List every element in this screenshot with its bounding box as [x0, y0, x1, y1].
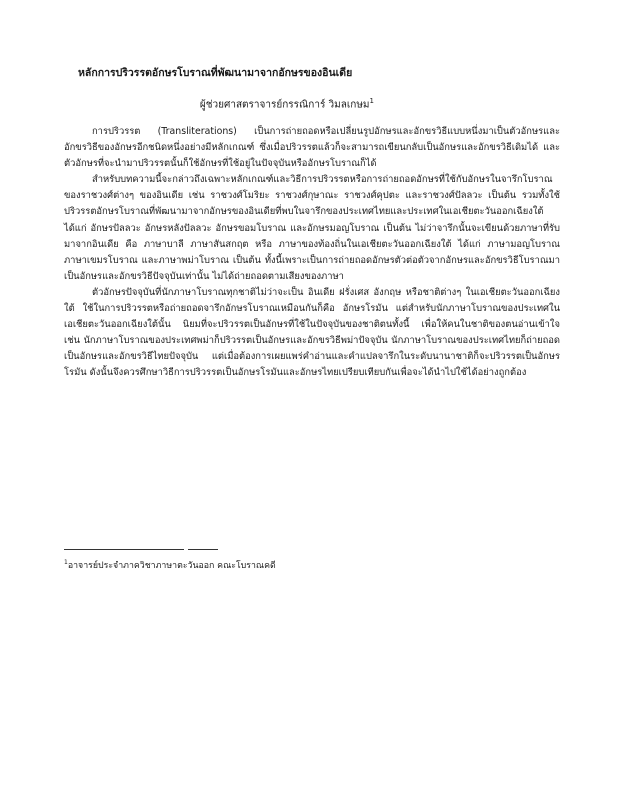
document-title: หลักการปริวรรตอักษรโบราณที่พัฒนามาจากอักษรของอินเดีย	[78, 67, 353, 79]
author-line	[200, 97, 374, 112]
footnote-rule-short	[188, 549, 218, 550]
paragraph-2: สำหรับบทความนี้จะกล่าวถึงเฉพาะหลักเกณฑ์และวิธีการปริวรรตหรือการถ่ายถอดอักษรที่ใช้กับอักษรในจารึกโบราณของราชวงศ์ต่างๆ ของอินเดีย เช่น ราชวงศ์โมริยะ ราชวงศ์กุษาณะ ราชวงศ์คุปตะ และราชวงศ์ปัลลวะ เป็นต้น รวมทั้งใช้ปริวรรตอักษรโบราณที่พัฒนามาจากอักษรของอินเดียที่พบในจารึกของประเทศไทยและประเทศในเอเชียตะวันออกเฉียงใต้ ได้แก่ อักษรปัลลวะ อักษรหลังปัลลวะ อักษรขอมโบราณ และอักษรมอญโบราณ เป็นต้น ไม่ว่าจารึกนั้นจะเขียนด้วยภาษาที่รับมาจากอินเดีย คือ ภาษาบาลี ภาษาสันสกฤต หรือ ภาษาของท้องถิ่นในเอเชียตะวันออกเฉียงใต้ ได้แก่ ภาษามอญโบราณ ภาษาเขมรโบราณ และภาษาพม่าโบราณ เป็นต้น ทั้งนี้เพราะเป็นการถ่ายถอดอักษรตัวต่อตัวจากอักษรและอักขรวิธีโบราณมาเป็นอักษรและอักขรวิธีปัจจุบันเท่านั้น ไม่ได้ถ่ายถอดตามเสียงของภาษา	[64, 174, 560, 282]
paragraph-3: ตัวอักษรปัจจุบันที่นักภาษาโบราณทุกชาติไม่ว่าจะเป็น อินเดีย ฝรั่งเศส อังกฤษ หรือชาติต่างๆ ในเอเชียตะวันออกเฉียงใต้ ใช้ในการปริวรรตหรือถ่ายถอดจารึกอักษรโบราณเหมือนกันก็คือ อักษรโรมัน แต่สำหรับนักภาษาโบราณของประเทศในเอเชียตะวันออกเฉียงใต้นั้น นิยมที่จะปริวรรตเป็นอักษรที่ใช้ในปัจจุบันของชาติตนทั้งนี้ เพื่อให้คนในชาติของตนอ่านเข้าใจ เช่น นักภาษาโบราณของประเทศพม่าก็ปริวรรตเป็นอักษรและอักขรวิธีพม่าปัจจุบัน นักภาษาโบราณของประเทศไทยก็ถ่ายถอดเป็นอักษรและอักขรวิธีไทยปัจจุบัน แต่เมื่อต้องการเผยแพร่คำอ่านและคำแปลจารึกในระดับนานาชาติก็จะปริวรรตเป็นอักษรโรมัน ดังนั้นจึงควรศึกษาวิธีการปริวรรตเป็นอักษรโรมันและอักษรไทยเปรียบเทียบกันเพื่อจะได้นำไปใช้ได้อย่างถูกต้อง	[64, 286, 560, 379]
author-name: ผู้ช่วยศาสตราจารย์กรรณิการ์ วิมลเกษม	[199, 99, 370, 111]
footnote-marker: 1	[64, 559, 68, 567]
footnote-text: อาจารย์ประจำภาควิชาภาษาตะวันออก คณะโบราณคดี	[67, 561, 276, 571]
author-footnote-marker: 1	[369, 97, 374, 105]
footnote	[64, 558, 276, 572]
body-text	[64, 124, 560, 382]
paragraph-1: การปริวรรต (Transliterations) เป็นการถ่ายถอดหรือเปลี่ยนรูปอักษรและอักขรวิธีแบบหนึ่งมาเป็นตัวอักษรและอักขรวิธีของอักษรอีกชนิดหนึ่งอย่างมีหลักเกณฑ์ ซึ่งเมื่อปริวรรตแล้วก็จะสามารถเขียนกลับเป็นอักษรและอักขรวิธีเดิมได้ และตัวอักษรที่จะนำมาปริวรรตนั้นก็ใช้อักษรที่ใช้อยู่ในปัจจุบันหรืออักษรโบราณก็ได้	[64, 126, 560, 170]
footnote-rule	[64, 549, 184, 550]
